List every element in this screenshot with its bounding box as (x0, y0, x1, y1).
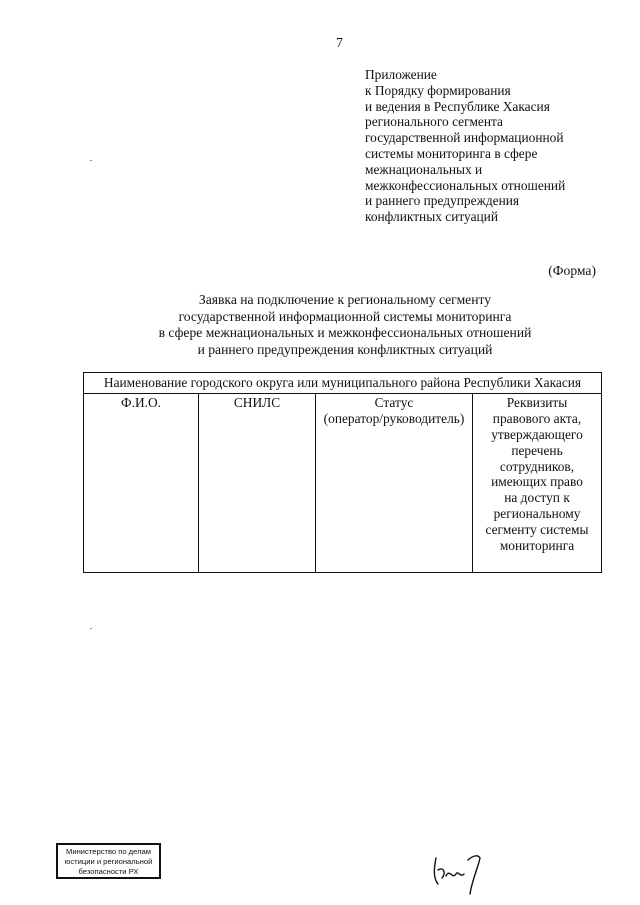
document-title (95, 292, 595, 358)
cell-line: (оператор/руководитель) (323, 410, 465, 426)
table-row (84, 393, 602, 572)
appendix-line: регионального сегмента (365, 114, 503, 130)
column-status (316, 393, 473, 572)
table-header: Наименование городского округа или муниципального района Республики Хакасия (84, 373, 602, 394)
table-header-row (84, 373, 602, 394)
cell-line: Статус (374, 394, 414, 410)
stamp-line: юстиции и региональной (64, 857, 153, 866)
cell-line: Реквизиты (506, 394, 568, 410)
appendix-line: Приложение (365, 67, 437, 82)
cell-line: Ф.И.О. (121, 394, 161, 410)
column-snils (199, 393, 316, 572)
ministry-stamp (56, 843, 161, 879)
appendix-line: государственной информационной (365, 130, 564, 146)
scan-dot (90, 160, 92, 161)
appendix-line: и раннего предупреждения (365, 193, 520, 209)
cell-line: имеющих право (491, 474, 583, 490)
cell-line: сотрудников, (499, 458, 575, 474)
cell-line: перечень (511, 442, 563, 458)
cell-line: на доступ к (504, 490, 570, 506)
cell-line: утверждающего (491, 426, 583, 442)
page-number: 7 (336, 36, 343, 51)
column-legal-act (473, 393, 602, 572)
appendix-line: межнациональных и (365, 161, 483, 177)
stamp-line: безопасности РХ (78, 867, 139, 876)
appendix-line: и ведения в Республике Хакасия (365, 98, 550, 114)
cell-line: сегменту системы (485, 522, 589, 538)
title-line: государственной информационной системы мониторинга (178, 308, 512, 324)
cell-line: региональному (493, 506, 581, 522)
cell-line: правового акта, (492, 410, 582, 426)
title-line: Заявка на подключение к региональному сегменту (198, 292, 492, 307)
cell-line: мониторинга (499, 538, 575, 554)
cell-line: СНИЛС (233, 394, 281, 410)
appendix-line: системы мониторинга в сфере (365, 145, 538, 161)
request-table (83, 372, 602, 573)
scan-dot (90, 628, 92, 629)
appendix-line: конфликтных ситуаций (365, 209, 499, 225)
appendix-line: межконфессиональных отношений (365, 177, 566, 193)
stamp-line: Министерство по делам (66, 847, 151, 856)
signature-icon (428, 850, 498, 898)
appendix-line: к Порядку формирования (365, 82, 511, 98)
appendix-note (365, 67, 625, 225)
title-line: в сфере межнациональных и межконфессиональных отношений (158, 325, 532, 341)
form-label: (Форма) (548, 263, 596, 278)
column-fio (84, 393, 199, 572)
title-line: и раннего предупреждения конфликтных ситуаций (197, 341, 493, 357)
